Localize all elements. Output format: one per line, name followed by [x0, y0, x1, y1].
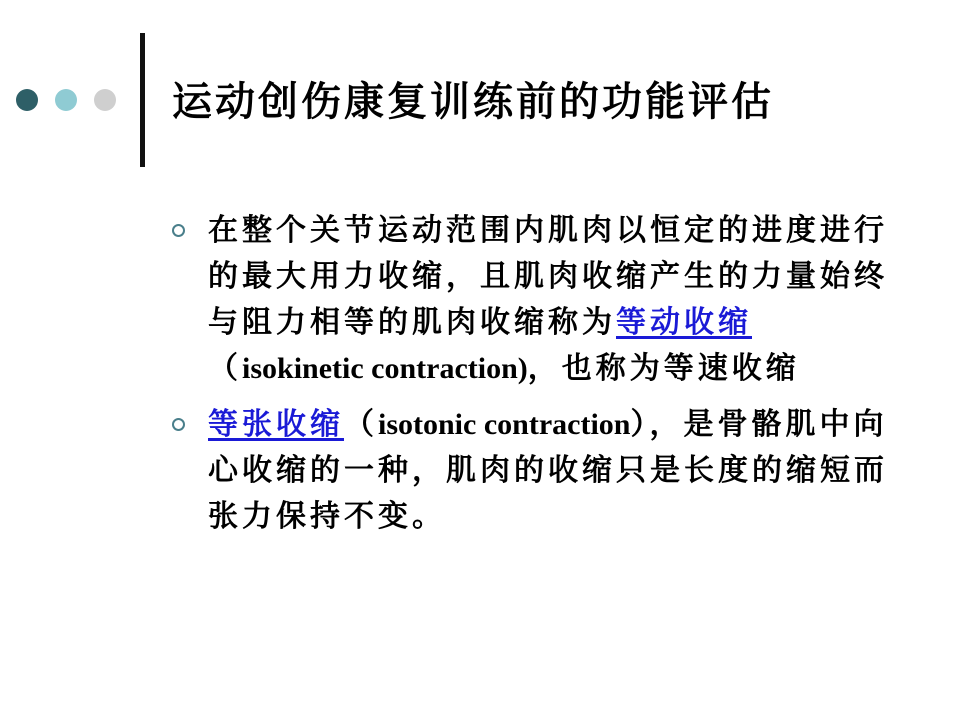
decor-dots [16, 88, 133, 112]
decor-dot-gray [94, 89, 116, 111]
isokinetic-link[interactable]: 等动收缩 [616, 305, 752, 340]
bullet-text [208, 402, 902, 540]
decor-dot-dark [16, 89, 38, 111]
bullet-ring-icon [172, 224, 185, 237]
decor-dot-teal [55, 89, 77, 111]
slide-content [172, 208, 902, 550]
title-divider [140, 33, 145, 167]
bullet-ring-icon [172, 418, 185, 431]
isotonic-link[interactable]: 等张收缩 [208, 407, 344, 442]
paren-open: （ [208, 351, 242, 386]
bullet-item-isotonic [172, 402, 902, 540]
bullet-item-isokinetic [172, 208, 902, 392]
bullet-text [208, 208, 902, 392]
english-term: isokinetic contraction) [242, 352, 528, 385]
english-term: isotonic contraction [378, 408, 631, 441]
bullet-text-before: 在整个关节运动范围内肌肉以恒定的进度进行的最大用力收缩，且肌肉收缩产生的力量始终与阻力相等的肌肉收缩称为 [208, 213, 888, 340]
bullet-text-after: ），是骨骼肌中向心收缩的一种，肌肉的收缩只是长度的缩短而张力保持不变。 [208, 407, 888, 534]
bullet-text-after: ，也称为等速收缩 [527, 351, 800, 386]
paren-open: （ [344, 407, 378, 442]
slide-title: 运动创伤康复训练前的功能评估 [172, 78, 774, 125]
